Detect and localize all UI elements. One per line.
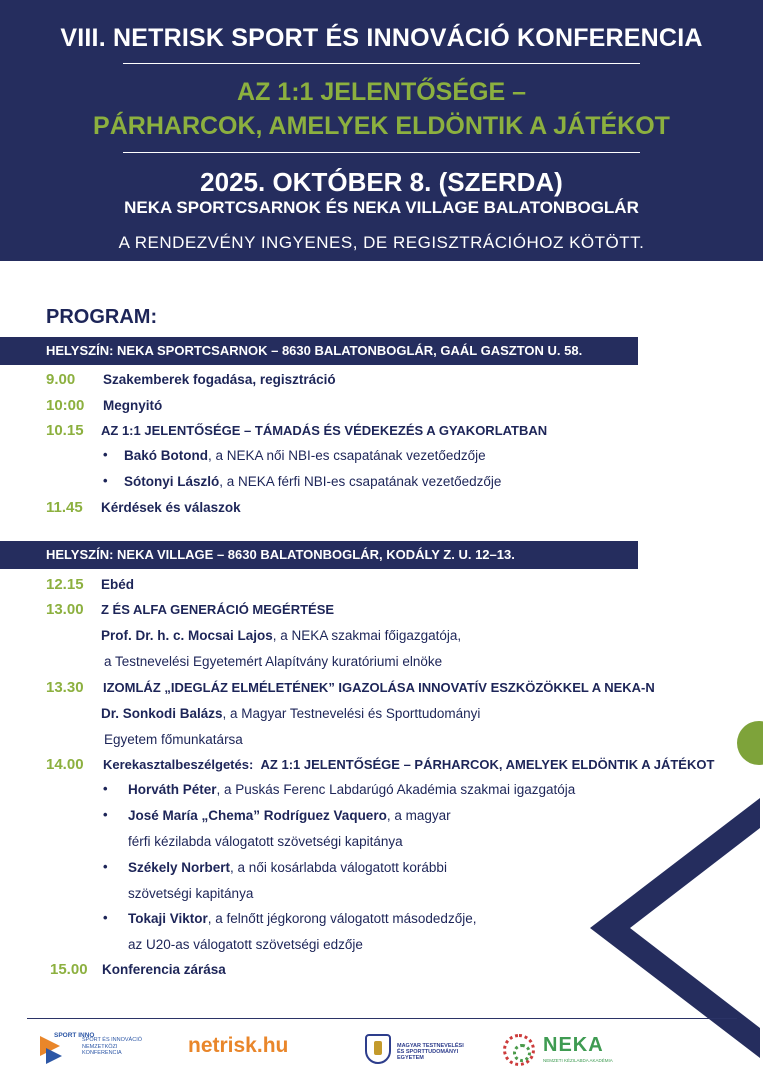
speaker-role: , a Magyar Testnevelési és Sporttudományi	[222, 706, 481, 721]
speaker-entry	[128, 808, 451, 823]
speaker-name: Prof. Dr. h. c. Mocsai Lajos	[101, 628, 273, 643]
roundtable-label: Kerekasztalbeszélgetés:	[103, 757, 254, 772]
time-slot: 12.15	[46, 576, 84, 593]
time-slot: 15.00	[50, 961, 88, 978]
sport-inno-logo	[40, 1030, 160, 1070]
bullet: •	[103, 910, 108, 925]
roundtable-topic: AZ 1:1 JELENTŐSÉGE – PÁRHARCOK, AMELYEK ELDÖNTIK A JÁTÉKOT	[260, 757, 715, 772]
program-heading: PROGRAM:	[46, 306, 158, 328]
theme-title-line2: PÁRHARCOK, AMELYEK ELDÖNTIK A JÁTÉKOT	[93, 112, 670, 140]
location-bar-sportcsarnok: HELYSZÍN: NEKA SPORTCSARNOK – 8630 BALATONBOGLÁR, GAÁL GASZTON U. 58.	[0, 337, 638, 365]
speaker-role-cont: a Testnevelési Egyetemért Alapítvány kuratóriumi elnöke	[104, 654, 443, 669]
speaker-name: Dr. Sonkodi Balázs	[101, 706, 223, 721]
arrow-icon	[46, 1048, 62, 1064]
logo-caption-line: SPORT ÉS INNOVÁCIÓ	[82, 1037, 143, 1043]
agenda-item: Szakemberek fogadása, regisztráció	[103, 372, 336, 387]
logo-caption-line: ÉS SPORTTUDOMÁNYI	[397, 1049, 459, 1055]
bullet: •	[103, 781, 108, 796]
speaker-role-cont: az U20-as válogatott szövetségi edzője	[128, 937, 363, 952]
speaker-role: , a magyar	[386, 808, 451, 823]
agenda-item: IZOMLÁZ „IDEGLÁZ ELMÉLETÉNEK” IGAZOLÁSA INNOVATÍV ESZKÖZÖKKEL A NEKA-N	[103, 680, 655, 695]
mte-logo	[365, 1030, 510, 1070]
speaker-role: , a NEKA férfi NBI-es csapatának vezetőedzője	[219, 474, 502, 489]
logo-wordmark: NEKA	[543, 1034, 604, 1056]
bullet: •	[103, 447, 108, 462]
header-divider	[123, 63, 640, 64]
time-slot: 11.45	[46, 499, 83, 516]
logo-wordmark: SPORT INNO	[54, 1032, 95, 1039]
logo-caption	[397, 1043, 464, 1061]
speaker-entry	[124, 448, 486, 463]
logo-caption	[82, 1037, 142, 1057]
agenda-item: Konferencia zárása	[102, 962, 226, 977]
ball-icon	[503, 1034, 535, 1066]
logo-caption-line: MAGYAR TESTNEVELÉSI	[397, 1043, 464, 1049]
agenda-item: Kérdések és válaszok	[101, 500, 241, 515]
bullet: •	[103, 807, 108, 822]
speaker-name: Bakó Botond	[124, 448, 208, 463]
header-divider	[123, 152, 640, 153]
logo-caption: NEMZETI KÉZILABDA AKADÉMIA	[543, 1058, 613, 1063]
speaker-entry	[124, 474, 501, 489]
speaker-name: Sótonyi László	[124, 474, 220, 489]
conference-title: VIII. NETRISK SPORT ÉS INNOVÁCIÓ KONFERENCIA	[60, 24, 703, 52]
time-slot: 10:00	[46, 397, 85, 414]
speaker-entry	[128, 860, 447, 875]
theme-title-line1: AZ 1:1 JELENTŐSÉGE –	[237, 78, 526, 106]
bullet: •	[103, 473, 108, 488]
logo-caption-line: NEMZETKÖZI	[82, 1043, 118, 1050]
speaker-role: , a NEKA szakmai főigazgatója,	[272, 628, 462, 643]
neka-logo	[503, 1030, 613, 1070]
decorative-circle	[737, 721, 763, 765]
agenda-item: Megnyitó	[103, 398, 163, 413]
time-slot: 14.00	[46, 756, 84, 773]
crest-icon	[365, 1034, 391, 1064]
speaker-entry	[101, 706, 480, 721]
speaker-role: , a felnőtt jégkorong válogatott másodedzője,	[207, 911, 477, 926]
time-slot: 13.00	[46, 601, 84, 618]
time-slot: 10.15	[46, 422, 84, 439]
agenda-item: Ebéd	[101, 577, 135, 592]
header-banner	[0, 0, 763, 261]
agenda-item: Z ÉS ALFA GENERÁCIÓ MEGÉRTÉSE	[101, 602, 335, 617]
speaker-name: Tokaji Viktor	[128, 911, 208, 926]
agenda-item	[103, 757, 714, 772]
speaker-name: José María „Chema” Rodríguez Vaquero	[128, 808, 387, 823]
logo-caption-line: KONFERENCIA	[82, 1050, 122, 1056]
event-venue: NEKA SPORTCSARNOK ÉS NEKA VILLAGE BALATONBOGLÁR	[124, 198, 639, 217]
speaker-role-cont: szövetségi kapitánya	[128, 886, 254, 901]
decorative-chevron-icon	[590, 798, 760, 1058]
speaker-name: Székely Norbert	[128, 860, 231, 875]
bullet: •	[103, 859, 108, 874]
speaker-role: , a női kosárlabda válogatott korábbi	[230, 860, 447, 875]
netrisk-logo: netrisk.hu	[188, 1034, 289, 1057]
registration-note: A RENDEZVÉNY INGYENES, DE REGISZTRÁCIÓHOZ KÖTÖTT.	[118, 233, 645, 252]
speaker-entry	[101, 628, 461, 643]
event-date: 2025. OKTÓBER 8. (SZERDA)	[200, 167, 563, 197]
speaker-name: Horváth Péter	[128, 782, 217, 797]
time-slot: 9.00	[46, 371, 76, 388]
speaker-entry	[128, 782, 575, 797]
footer-divider	[27, 1018, 737, 1019]
logo-caption-line: EGYETEM	[397, 1055, 424, 1061]
speaker-role-cont: férfi kézilabda válogatott szövetségi kapitánya	[128, 834, 403, 849]
location-bar-village: HELYSZÍN: NEKA VILLAGE – 8630 BALATONBOGLÁR, KODÁLY Z. U. 12–13.	[0, 541, 638, 569]
speaker-role-cont: Egyetem főmunkatársa	[104, 732, 243, 747]
speaker-entry	[128, 911, 476, 926]
agenda-item: AZ 1:1 JELENTŐSÉGE – TÁMADÁS ÉS VÉDEKEZÉS A GYAKORLATBAN	[101, 423, 548, 438]
speaker-role: , a NEKA női NBI-es csapatának vezetőedzője	[208, 448, 486, 463]
time-slot: 13.30	[46, 679, 84, 696]
speaker-role: , a Puskás Ferenc Labdarúgó Akadémia szakmai igazgatója	[216, 782, 576, 797]
